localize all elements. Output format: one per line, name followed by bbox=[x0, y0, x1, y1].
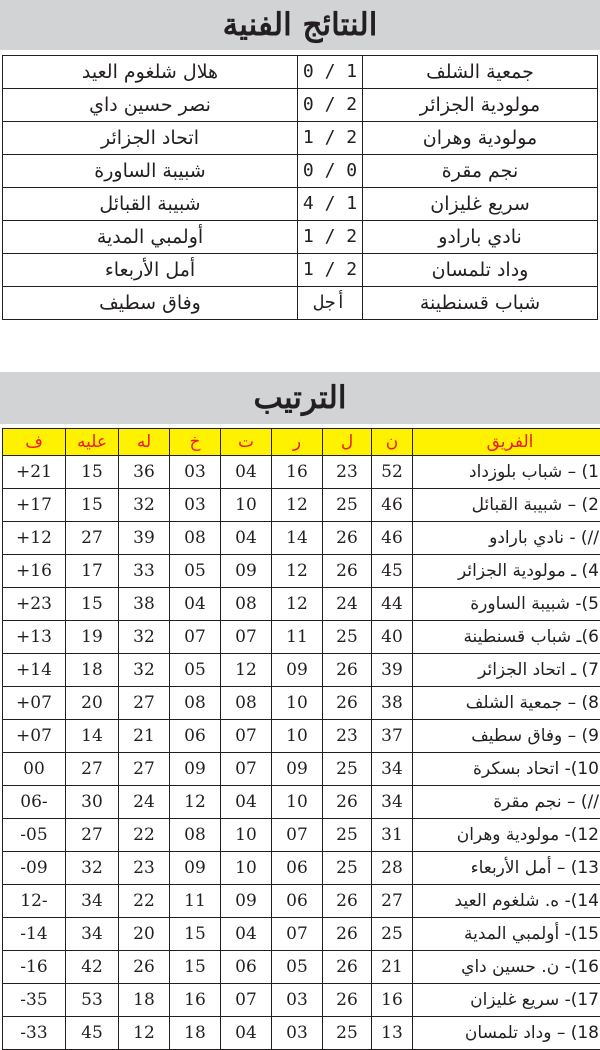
played: 26 bbox=[323, 786, 372, 819]
won: 05 bbox=[272, 951, 323, 984]
won: 10 bbox=[272, 786, 323, 819]
won: 12 bbox=[272, 555, 323, 588]
standings-row bbox=[3, 621, 600, 654]
won: 14 bbox=[272, 522, 323, 555]
result-row bbox=[3, 287, 598, 320]
standings-row bbox=[3, 489, 600, 522]
result-row bbox=[3, 122, 598, 155]
points: 52 bbox=[372, 456, 413, 489]
team-name: //) - نادي بارادو bbox=[413, 522, 600, 555]
away-team: شبيبة القبائل bbox=[3, 188, 298, 221]
score: 4 / 1 bbox=[298, 188, 363, 221]
standings-row bbox=[3, 588, 600, 621]
goal-difference: +23 bbox=[3, 588, 66, 621]
won: 10 bbox=[272, 687, 323, 720]
points: 37 bbox=[372, 720, 413, 753]
drawn: 04 bbox=[221, 1017, 272, 1050]
goals-against: 15 bbox=[66, 588, 119, 621]
goals-for: 32 bbox=[119, 621, 170, 654]
results-title: النتائج الفنية bbox=[223, 7, 378, 43]
played: 26 bbox=[323, 687, 372, 720]
standings-row bbox=[3, 951, 600, 984]
standings-row bbox=[3, 753, 600, 786]
standings-header bbox=[0, 372, 600, 424]
standings-table bbox=[2, 428, 600, 1050]
points: 46 bbox=[372, 522, 413, 555]
points: 28 bbox=[372, 852, 413, 885]
lost: 05 bbox=[170, 555, 221, 588]
played: 25 bbox=[323, 753, 372, 786]
home-team: نادي بارادو bbox=[363, 221, 598, 254]
score: أجل bbox=[298, 287, 363, 320]
played: 26 bbox=[323, 654, 372, 687]
points: 44 bbox=[372, 588, 413, 621]
goals-against: 42 bbox=[66, 951, 119, 984]
goals-for: 38 bbox=[119, 588, 170, 621]
played: 25 bbox=[323, 621, 372, 654]
lost: 16 bbox=[170, 984, 221, 1017]
lost: 06 bbox=[170, 720, 221, 753]
lost: 04 bbox=[170, 588, 221, 621]
team-name: 13) – أمل الأربعاء bbox=[413, 852, 600, 885]
header-played: ل bbox=[323, 429, 372, 456]
standings-row bbox=[3, 1017, 600, 1050]
team-name: 12)- مولودية وهران bbox=[413, 819, 600, 852]
results-header bbox=[0, 0, 600, 50]
goal-difference: 06- bbox=[3, 786, 66, 819]
goals-for: 36 bbox=[119, 456, 170, 489]
drawn: 09 bbox=[221, 555, 272, 588]
goals-for: 18 bbox=[119, 984, 170, 1017]
points: 16 bbox=[372, 984, 413, 1017]
drawn: 04 bbox=[221, 918, 272, 951]
goals-for: 24 bbox=[119, 786, 170, 819]
goal-difference: -05 bbox=[3, 819, 66, 852]
played: 26 bbox=[323, 555, 372, 588]
standings-title: الترتيب bbox=[254, 380, 347, 416]
played: 25 bbox=[323, 489, 372, 522]
drawn: 08 bbox=[221, 588, 272, 621]
team-name: 5)- شبيبة الساورة bbox=[413, 588, 600, 621]
team-name: 8) – جمعية الشلف bbox=[413, 687, 600, 720]
goals-against: 34 bbox=[66, 918, 119, 951]
standings-row bbox=[3, 984, 600, 1017]
goal-difference: 12- bbox=[3, 885, 66, 918]
goals-against: 14 bbox=[66, 720, 119, 753]
played: 25 bbox=[323, 819, 372, 852]
goals-against: 30 bbox=[66, 786, 119, 819]
goal-difference: -35 bbox=[3, 984, 66, 1017]
lost: 07 bbox=[170, 621, 221, 654]
lost: 09 bbox=[170, 753, 221, 786]
goal-difference: -16 bbox=[3, 951, 66, 984]
played: 23 bbox=[323, 720, 372, 753]
points: 38 bbox=[372, 687, 413, 720]
away-team: شبيبة الساورة bbox=[3, 155, 298, 188]
points: 39 bbox=[372, 654, 413, 687]
drawn: 04 bbox=[221, 456, 272, 489]
won: 06 bbox=[272, 852, 323, 885]
goals-for: 23 bbox=[119, 852, 170, 885]
result-row bbox=[3, 56, 598, 89]
standings-header-row bbox=[3, 429, 600, 456]
drawn: 08 bbox=[221, 687, 272, 720]
standings-row bbox=[3, 852, 600, 885]
header-team: الفريق bbox=[413, 429, 600, 456]
points: 34 bbox=[372, 786, 413, 819]
drawn: 10 bbox=[221, 852, 272, 885]
standings-row bbox=[3, 720, 600, 753]
goals-for: 32 bbox=[119, 654, 170, 687]
played: 23 bbox=[323, 456, 372, 489]
goals-against: 15 bbox=[66, 489, 119, 522]
results-body bbox=[3, 56, 598, 320]
lost: 09 bbox=[170, 852, 221, 885]
won: 09 bbox=[272, 753, 323, 786]
team-name: 1) – شباب بلوزداد bbox=[413, 456, 600, 489]
drawn: 07 bbox=[221, 621, 272, 654]
won: 06 bbox=[272, 885, 323, 918]
drawn: 06 bbox=[221, 951, 272, 984]
score: 1 / 2 bbox=[298, 221, 363, 254]
result-row bbox=[3, 89, 598, 122]
result-row bbox=[3, 155, 598, 188]
score: 1 / 2 bbox=[298, 254, 363, 287]
result-row bbox=[3, 188, 598, 221]
home-team: جمعية الشلف bbox=[363, 56, 598, 89]
points: 31 bbox=[372, 819, 413, 852]
played: 24 bbox=[323, 588, 372, 621]
drawn: 10 bbox=[221, 819, 272, 852]
drawn: 04 bbox=[221, 786, 272, 819]
drawn: 07 bbox=[221, 720, 272, 753]
goal-difference: +07 bbox=[3, 687, 66, 720]
standings-row bbox=[3, 555, 600, 588]
goals-against: 19 bbox=[66, 621, 119, 654]
standings-row bbox=[3, 819, 600, 852]
goals-for: 20 bbox=[119, 918, 170, 951]
goal-difference: +07 bbox=[3, 720, 66, 753]
goal-difference: -14 bbox=[3, 918, 66, 951]
points: 34 bbox=[372, 753, 413, 786]
goal-difference: +14 bbox=[3, 654, 66, 687]
score: 0 / 0 bbox=[298, 155, 363, 188]
team-name: 18) – وداد تلمسان bbox=[413, 1017, 600, 1050]
points: 21 bbox=[372, 951, 413, 984]
team-name: 17)- سريع غليزان bbox=[413, 984, 600, 1017]
goals-for: 32 bbox=[119, 489, 170, 522]
header-drawn: ت bbox=[221, 429, 272, 456]
goal-difference: +17 bbox=[3, 489, 66, 522]
result-row bbox=[3, 254, 598, 287]
drawn: 12 bbox=[221, 654, 272, 687]
played: 26 bbox=[323, 951, 372, 984]
goal-difference: -09 bbox=[3, 852, 66, 885]
score: 0 / 1 bbox=[298, 56, 363, 89]
away-team: أولمبي المدية bbox=[3, 221, 298, 254]
lost: 15 bbox=[170, 951, 221, 984]
played: 25 bbox=[323, 1017, 372, 1050]
goals-for: 27 bbox=[119, 687, 170, 720]
lost: 12 bbox=[170, 786, 221, 819]
away-team: اتحاد الجزائر bbox=[3, 122, 298, 155]
goals-against: 17 bbox=[66, 555, 119, 588]
goals-against: 27 bbox=[66, 522, 119, 555]
team-name: 4) ـ مولودية الجزائر bbox=[413, 555, 600, 588]
away-team: نصر حسين داي bbox=[3, 89, 298, 122]
team-name: 2) – شبيبة القبائل bbox=[413, 489, 600, 522]
standings-row bbox=[3, 654, 600, 687]
team-name: //) – نجم مقرة bbox=[413, 786, 600, 819]
goals-against: 18 bbox=[66, 654, 119, 687]
lost: 03 bbox=[170, 456, 221, 489]
goal-difference: +16 bbox=[3, 555, 66, 588]
won: 11 bbox=[272, 621, 323, 654]
won: 03 bbox=[272, 1017, 323, 1050]
home-team: مولودية الجزائر bbox=[363, 89, 598, 122]
goal-difference: +12 bbox=[3, 522, 66, 555]
goals-against: 53 bbox=[66, 984, 119, 1017]
won: 10 bbox=[272, 720, 323, 753]
header-goals-against: عليه bbox=[66, 429, 119, 456]
lost: 05 bbox=[170, 654, 221, 687]
goals-for: 12 bbox=[119, 1017, 170, 1050]
result-row bbox=[3, 221, 598, 254]
lost: 08 bbox=[170, 819, 221, 852]
team-name: 7) ـ اتحاد الجزائر bbox=[413, 654, 600, 687]
won: 07 bbox=[272, 819, 323, 852]
header-won: ر bbox=[272, 429, 323, 456]
played: 25 bbox=[323, 852, 372, 885]
standings-body bbox=[3, 456, 600, 1050]
goals-for: 21 bbox=[119, 720, 170, 753]
won: 09 bbox=[272, 654, 323, 687]
lost: 03 bbox=[170, 489, 221, 522]
won: 07 bbox=[272, 918, 323, 951]
score: 1 / 2 bbox=[298, 122, 363, 155]
points: 27 bbox=[372, 885, 413, 918]
team-name: 10)- اتحاد بسكرة bbox=[413, 753, 600, 786]
drawn: 09 bbox=[221, 885, 272, 918]
goal-difference: 00 bbox=[3, 753, 66, 786]
lost: 18 bbox=[170, 1017, 221, 1050]
lost: 11 bbox=[170, 885, 221, 918]
goals-against: 27 bbox=[66, 753, 119, 786]
drawn: 04 bbox=[221, 522, 272, 555]
drawn: 10 bbox=[221, 489, 272, 522]
won: 12 bbox=[272, 489, 323, 522]
home-team: شباب قسنطينة bbox=[363, 287, 598, 320]
played: 26 bbox=[323, 885, 372, 918]
header-goal-difference: ف bbox=[3, 429, 66, 456]
drawn: 07 bbox=[221, 984, 272, 1017]
header-goals-for: له bbox=[119, 429, 170, 456]
goals-against: 32 bbox=[66, 852, 119, 885]
home-team: نجم مقرة bbox=[363, 155, 598, 188]
team-name: 16)- ن. حسين داي bbox=[413, 951, 600, 984]
points: 46 bbox=[372, 489, 413, 522]
away-team: هلال شلغوم العيد bbox=[3, 56, 298, 89]
goals-against: 34 bbox=[66, 885, 119, 918]
played: 26 bbox=[323, 918, 372, 951]
points: 45 bbox=[372, 555, 413, 588]
goals-for: 39 bbox=[119, 522, 170, 555]
away-team: أمل الأربعاء bbox=[3, 254, 298, 287]
header-points: ن bbox=[372, 429, 413, 456]
home-team: مولودية وهران bbox=[363, 122, 598, 155]
goals-against: 27 bbox=[66, 819, 119, 852]
goals-against: 20 bbox=[66, 687, 119, 720]
goal-difference: -33 bbox=[3, 1017, 66, 1050]
lost: 15 bbox=[170, 918, 221, 951]
goals-for: 26 bbox=[119, 951, 170, 984]
points: 40 bbox=[372, 621, 413, 654]
goals-for: 33 bbox=[119, 555, 170, 588]
team-name: 14)- ه. شلغوم العيد bbox=[413, 885, 600, 918]
won: 12 bbox=[272, 588, 323, 621]
points: 13 bbox=[372, 1017, 413, 1050]
score: 0 / 2 bbox=[298, 89, 363, 122]
goals-against: 15 bbox=[66, 456, 119, 489]
standings-row bbox=[3, 687, 600, 720]
away-team: وفاق سطيف bbox=[3, 287, 298, 320]
team-name: 15)- أولمبي المدية bbox=[413, 918, 600, 951]
won: 16 bbox=[272, 456, 323, 489]
home-team: سريع غليزان bbox=[363, 188, 598, 221]
lost: 08 bbox=[170, 522, 221, 555]
standings-row bbox=[3, 885, 600, 918]
played: 26 bbox=[323, 522, 372, 555]
results-table bbox=[2, 55, 598, 320]
header-lost: خ bbox=[170, 429, 221, 456]
standings-row bbox=[3, 918, 600, 951]
won: 03 bbox=[272, 984, 323, 1017]
played: 26 bbox=[323, 984, 372, 1017]
standings-row bbox=[3, 786, 600, 819]
standings-row bbox=[3, 522, 600, 555]
goals-for: 22 bbox=[119, 819, 170, 852]
lost: 08 bbox=[170, 687, 221, 720]
goals-for: 27 bbox=[119, 753, 170, 786]
standings-row bbox=[3, 456, 600, 489]
team-name: 9) – وفاق سطيف bbox=[413, 720, 600, 753]
home-team: وداد تلمسان bbox=[363, 254, 598, 287]
goals-for: 22 bbox=[119, 885, 170, 918]
points: 25 bbox=[372, 918, 413, 951]
goal-difference: +21 bbox=[3, 456, 66, 489]
team-name: 6)ـ شباب قسنطينة bbox=[413, 621, 600, 654]
drawn: 07 bbox=[221, 753, 272, 786]
goal-difference: +13 bbox=[3, 621, 66, 654]
goals-against: 45 bbox=[66, 1017, 119, 1050]
